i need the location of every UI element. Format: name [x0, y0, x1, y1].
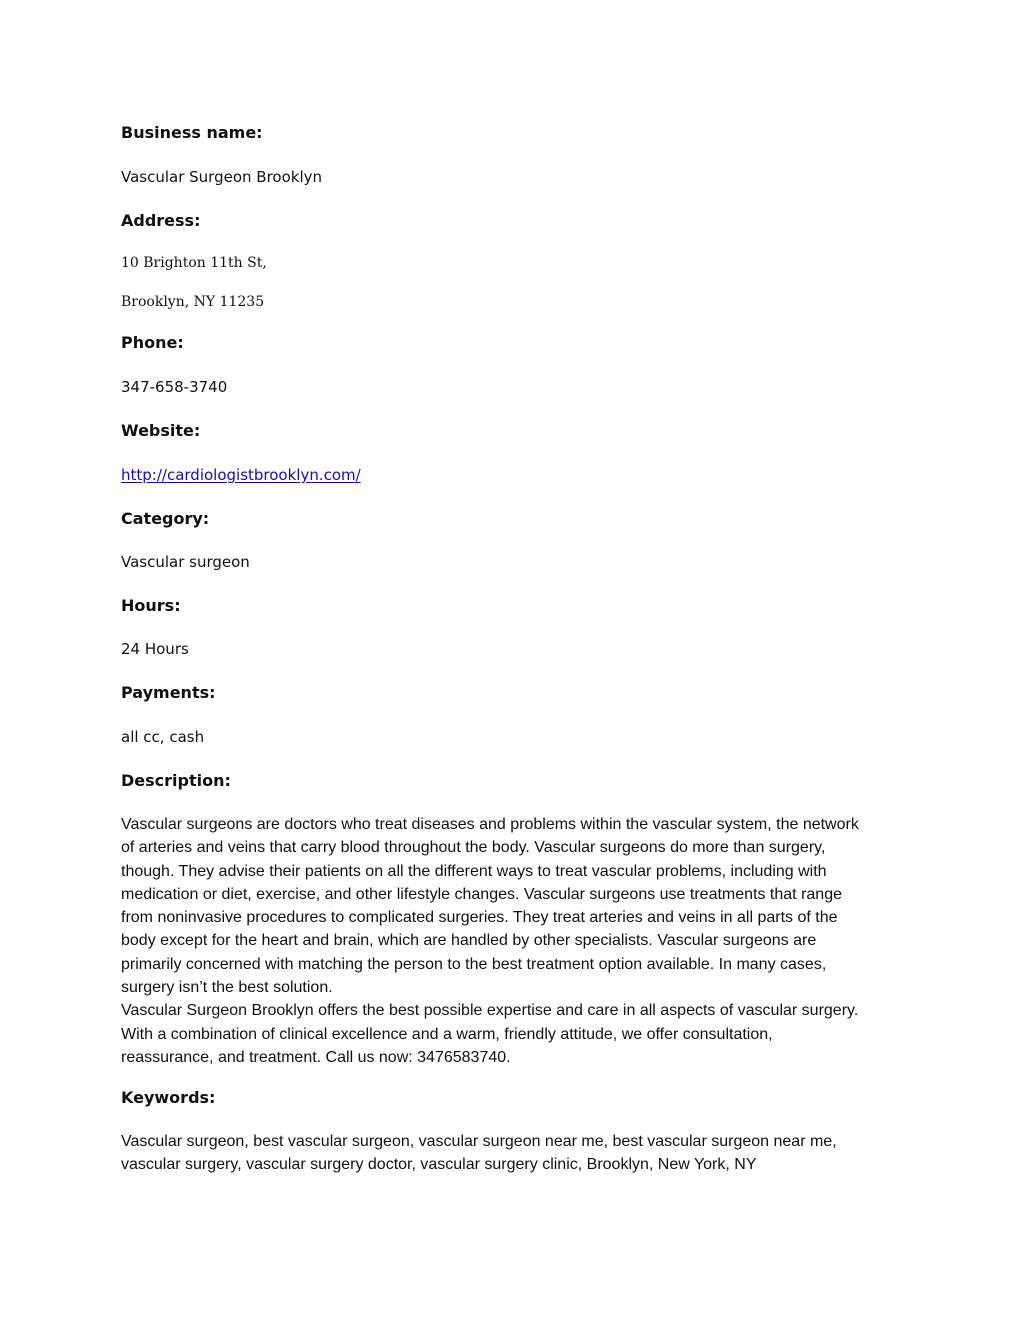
category-value: Vascular surgeon: [121, 553, 250, 571]
address-line-2: Brooklyn, NY 11235: [121, 294, 265, 310]
keywords-line: vascular surgery, vascular surgery doctor, vascular surgery clinic, Brooklyn, New York, NY: [121, 1156, 757, 1174]
description-line: With a combination of clinical excellence and a warm, friendly attitude, we offer consultation,: [121, 1025, 773, 1043]
website-heading: Website:: [121, 421, 201, 440]
description-line: body except for the heart and brain, which are handled by other specialists. Vascular surgeons are: [121, 932, 817, 950]
keywords-text: [121, 1130, 911, 1177]
description-line: from noninvasive procedures to complicated surgeries. They treat arteries and veins in all parts of the: [121, 909, 838, 927]
payments-value: all cc, cash: [121, 728, 205, 746]
description-heading: Description:: [121, 771, 231, 790]
hours-value: 24 Hours: [121, 640, 189, 658]
hours-heading: Hours:: [121, 596, 181, 615]
description-line: Vascular surgeons are doctors who treat diseases and problems within the vascular system, the network: [121, 816, 859, 833]
address-heading: Address:: [121, 211, 201, 230]
description-line: of arteries and veins that carry blood throughout the body. Vascular surgeons do more than surgery,: [121, 839, 826, 857]
description-line: primarily concerned with matching the person to the best treatment option available. In many cases,: [121, 955, 827, 973]
description-line: surgery isn’t the best solution.: [121, 979, 333, 997]
business-name-value: Vascular Surgeon Brooklyn: [121, 168, 323, 186]
category-heading: Category:: [121, 509, 210, 528]
description-line: medication or diet, exercise, and other lifestyle changes. Vascular surgeons use treatments that range: [121, 885, 842, 903]
phone-heading: Phone:: [121, 333, 184, 352]
phone-value: 347-658-3740: [121, 378, 228, 396]
description-line: reassurance, and treatment. Call us now: 3476583740.: [121, 1048, 511, 1066]
website-link[interactable]: http://cardiologistbrooklyn.com/: [121, 466, 361, 484]
description-line: Vascular Surgeon Brooklyn offers the best possible expertise and care in all aspects of vascular surgery.: [121, 1002, 859, 1020]
description-text: [121, 813, 911, 1069]
business-name-heading: Business name:: [121, 123, 263, 142]
keywords-heading: Keywords:: [121, 1088, 216, 1107]
keywords-line: Vascular surgeon, best vascular surgeon, vascular surgeon near me, best vascular surgeon near me,: [121, 1133, 837, 1150]
description-line: though. They advise their patients on all the different ways to treat vascular problems, including with: [121, 862, 827, 880]
address-line-1: 10 Brighton 11th St,: [121, 255, 267, 271]
payments-heading: Payments:: [121, 683, 216, 702]
